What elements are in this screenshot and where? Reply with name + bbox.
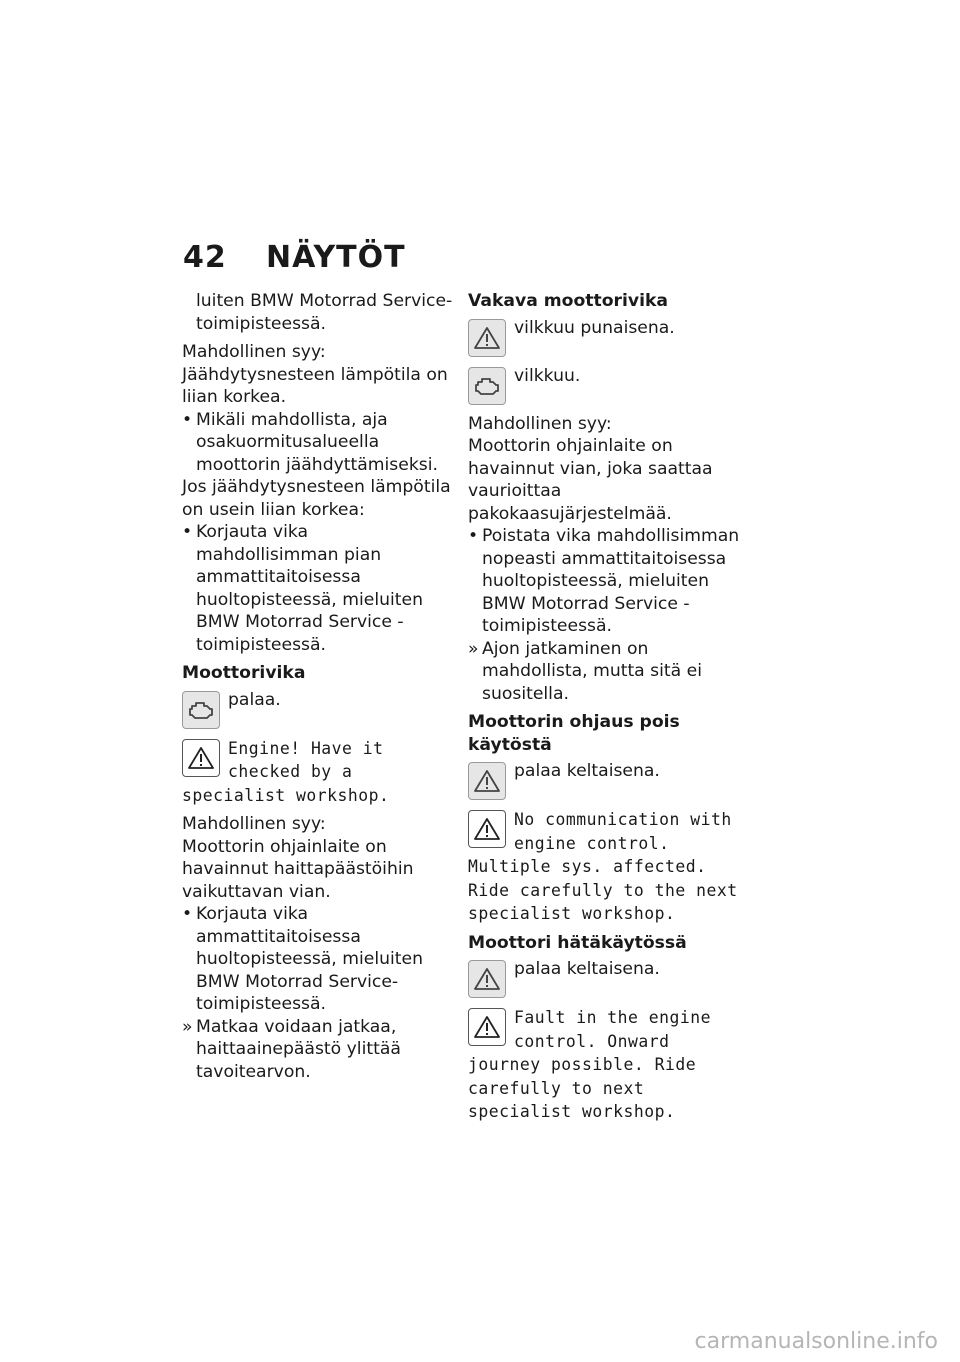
indicator-row (468, 760, 740, 802)
warning-triangle-icon (468, 762, 506, 800)
cause-label: Mahdollinen syy: (182, 342, 326, 362)
indicator-text: palaa. (228, 689, 281, 710)
action-bullet: • Korjauta vika mahdollisimman pian ammattitaitoisessa huoltopisteessä, mieluiten BMW Motorrad Service -toimipisteessä. (182, 521, 454, 656)
indicator-text: vilkkuu punaisena. (514, 317, 675, 338)
section-heading: Vakava moottorivika (468, 291, 669, 311)
cause-label: Mahdollinen syy: (468, 413, 612, 434)
warning-triangle-icon (468, 319, 506, 357)
cause-text: Moottorin ohjainlaite on havainnut vian, joka saattaa vaurioittaa pakokaasujärjestelmää. (468, 436, 713, 524)
action-bullet: • Korjauta vika ammattitaitoisessa huoltopisteessä, mieluiten BMW Motorrad Service-toimipisteessä. (182, 903, 454, 1016)
warning-triangle-icon (182, 739, 220, 777)
action-bullet: • Mikäli mahdollista, aja osakuormitusalueella moottorin jäähdyttämiseksi. (182, 409, 454, 477)
indicator-text: vilkkuu. (514, 365, 581, 386)
engine-check-icon (182, 691, 220, 729)
result-text: » Ajon jatkaminen on mahdollista, mutta sitä ei suositella. (468, 638, 740, 706)
page-number: 42 (183, 240, 227, 275)
indicator-text: palaa keltaisena. (514, 761, 660, 781)
cause-label: Mahdollinen syy: (182, 814, 326, 834)
display-message-row (468, 808, 740, 926)
section-heading: Moottorin ohjaus pois käytöstä (468, 712, 680, 755)
continued-text: luiten BMW Motorrad Service-toimipisteessä. (196, 291, 453, 334)
result-text: » Matkaa voidaan jatkaa, haittaainepäästö ylittää tavoitearvon. (182, 1016, 454, 1084)
condition-text: Jos jäähdytysnesteen lämpötila on usein liian korkea: (182, 477, 451, 520)
section-heading: Moottori hätäkäytössä (468, 932, 687, 953)
page-header (183, 240, 406, 275)
warning-triangle-icon (468, 810, 506, 848)
display-message: No communication with engine control. Multiple sys. affected. Ride carefully to the next specialist workshop. (468, 810, 738, 923)
display-message-row (182, 737, 454, 808)
indicator-row (468, 317, 740, 359)
indicator-row (468, 958, 740, 1000)
indicator-text: palaa keltaisena. (514, 959, 660, 979)
cause-text: Moottorin ohjainlaite on havainnut haittapäästöihin vaikuttavan vian. (182, 836, 414, 902)
display-message: Engine! Have it checked by a specialist workshop. (182, 738, 390, 805)
cause-text: Jäähdytysnesteen lämpötila on liian korkea. (182, 364, 448, 407)
warning-triangle-icon (468, 960, 506, 998)
left-column (182, 290, 454, 1089)
action-bullet: • Poistata vika mahdollisimman nopeasti ammattitaitoisessa huoltopisteessä, mieluiten BMW Motorrad Service -toimipisteessä. (468, 525, 740, 638)
section-heading: Moottorivika (182, 663, 306, 683)
page-title: NÄYTÖT (266, 240, 406, 275)
indicator-row (468, 365, 740, 407)
watermark: carmanualsonline.info (694, 1329, 938, 1354)
engine-check-icon (468, 367, 506, 405)
display-message-row (468, 1006, 740, 1124)
warning-triangle-icon (468, 1008, 506, 1046)
display-message: Fault in the engine control. Onward journey possible. Ride carefully to next specialist workshop. (468, 1008, 711, 1121)
indicator-row (182, 689, 454, 731)
right-column (468, 290, 740, 1130)
